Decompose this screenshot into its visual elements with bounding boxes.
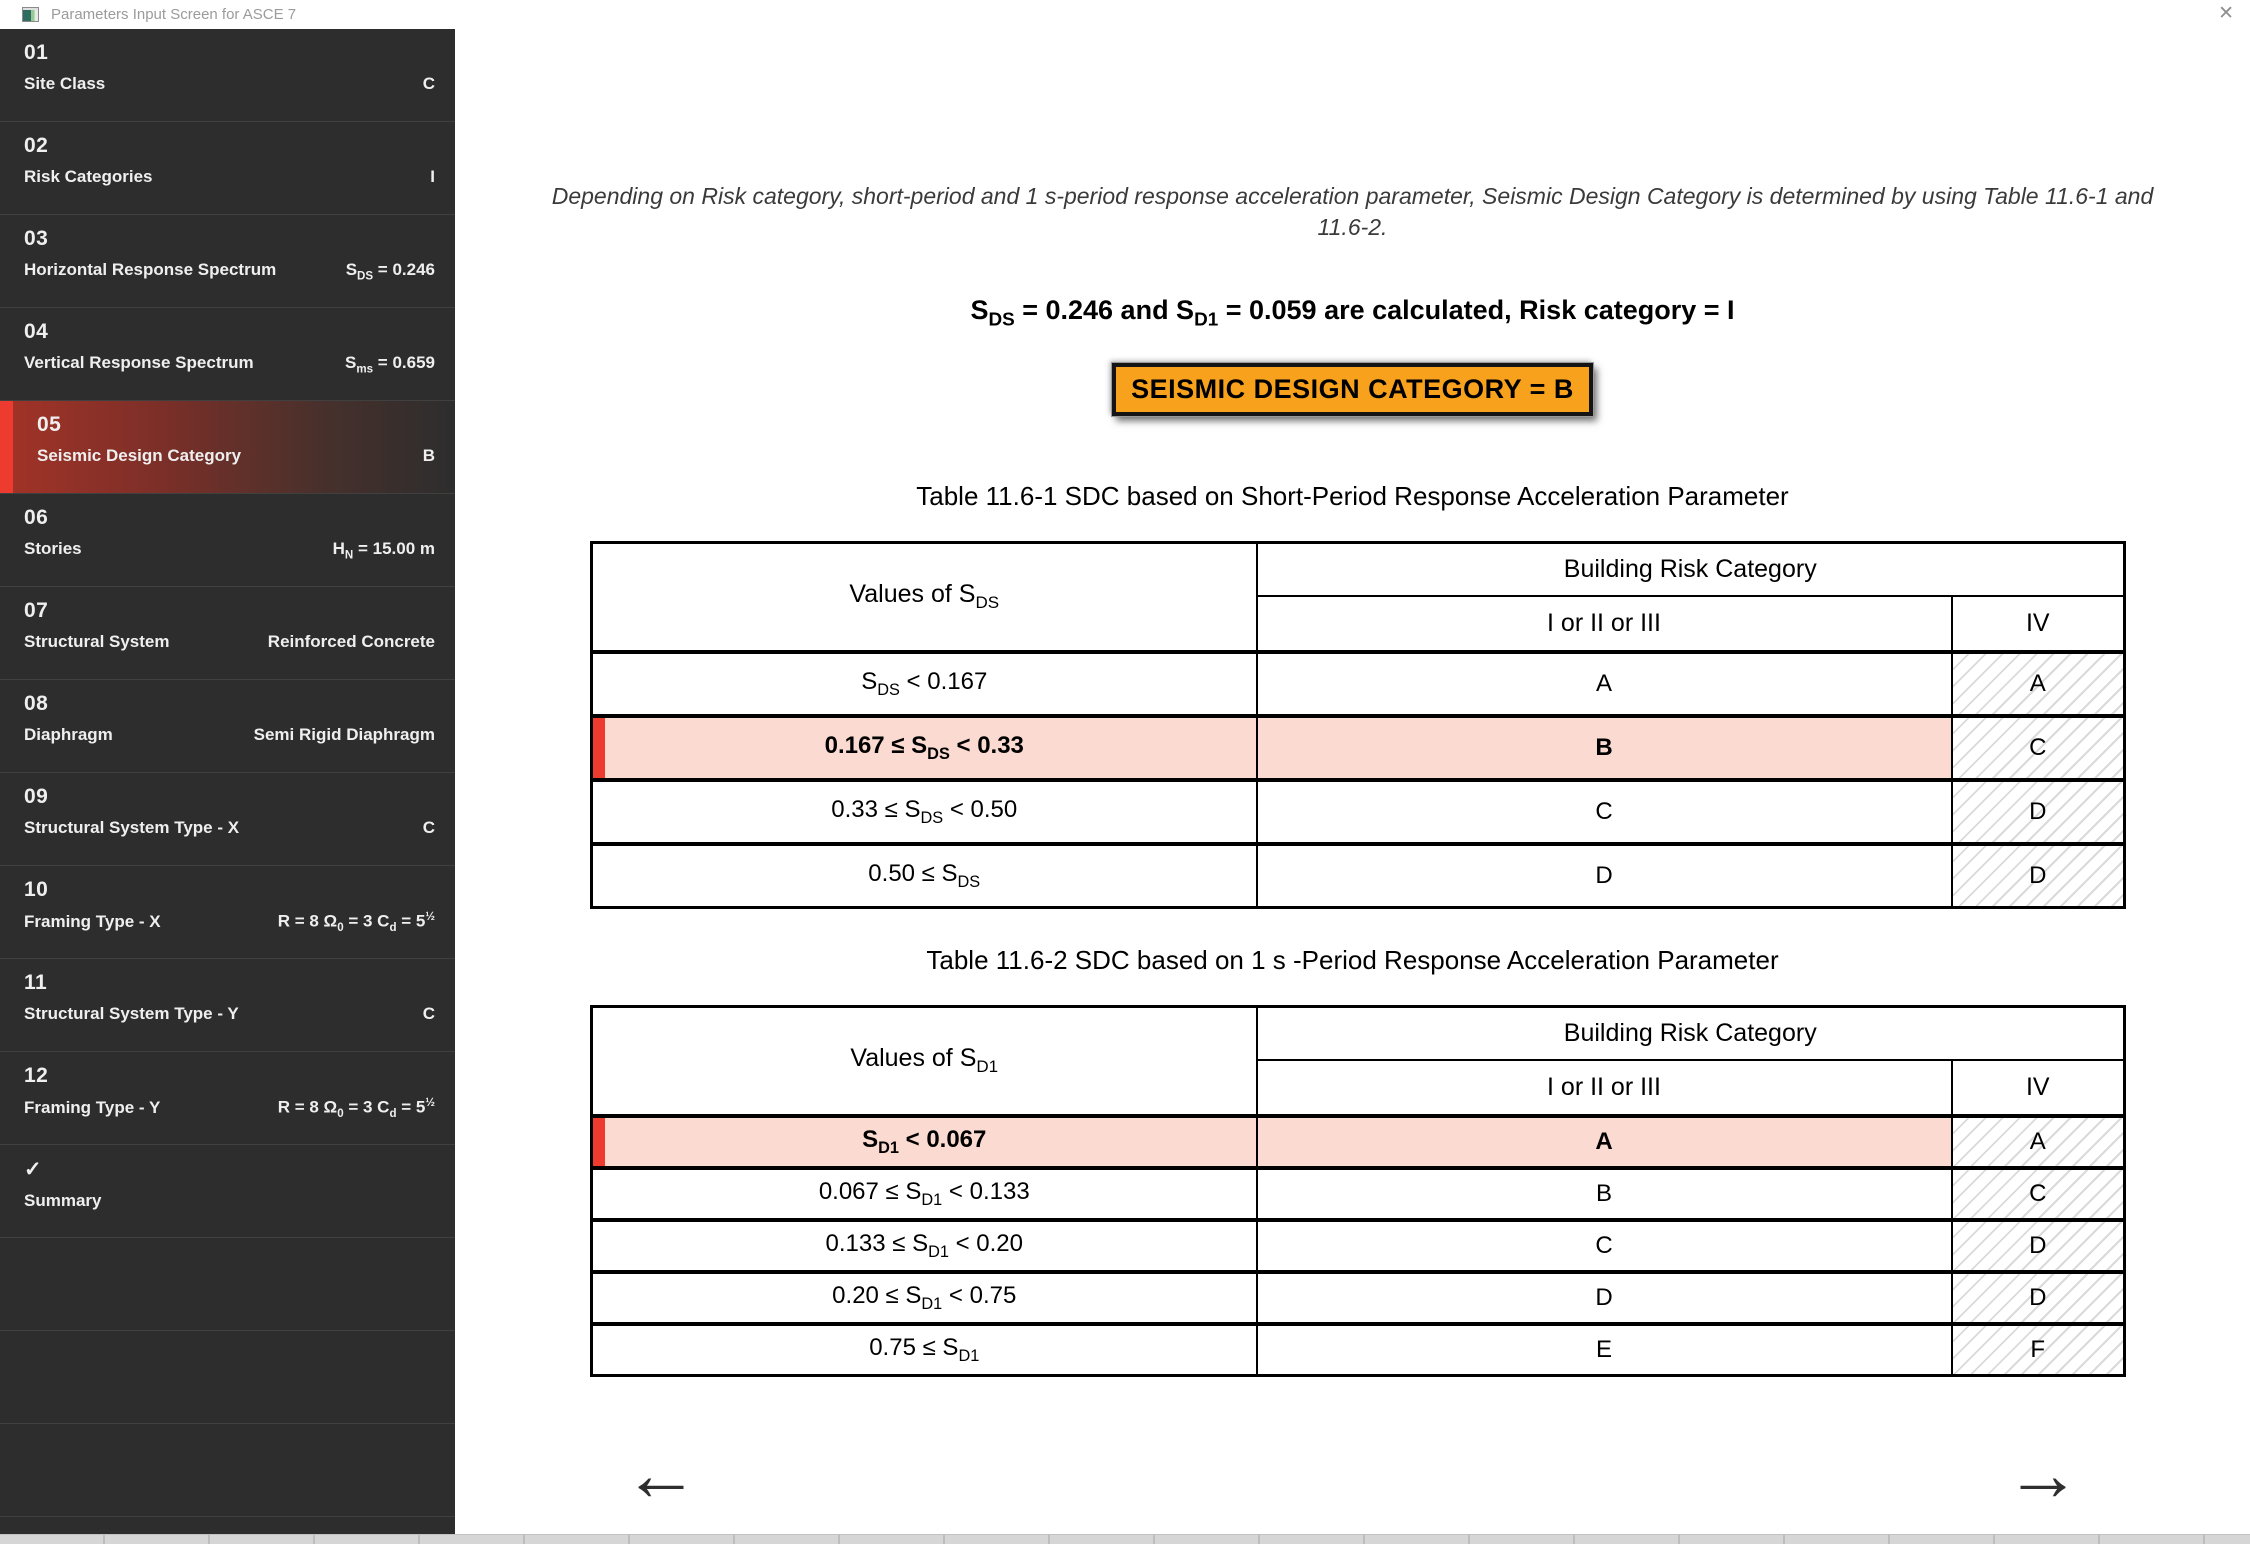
table-11-6-1: [590, 541, 2126, 909]
step-label: Structural System: [24, 632, 170, 651]
category-cell: B: [1257, 716, 1952, 780]
category-cell: C: [1257, 1220, 1952, 1272]
sidebar-item-summary[interactable]: [0, 1145, 455, 1238]
intro-text-wrap: [455, 181, 2250, 242]
step-number: 02: [24, 134, 49, 157]
sidebar-item-risk-categories[interactable]: [0, 122, 455, 215]
risk-cat-4-header: IV: [1952, 596, 2125, 652]
sds-range-cell: $0.50 \le S_{DS}$: [592, 844, 1257, 908]
sidebar-item-framing-type-x[interactable]: [0, 866, 455, 959]
category-cell: B: [1257, 1168, 1952, 1220]
step-number: 10: [24, 878, 49, 901]
category-cell: D: [1257, 1272, 1952, 1324]
step-label: Site Class: [24, 74, 106, 93]
building-risk-category-header: Building Risk Category: [1257, 543, 2125, 596]
steps-sidebar: [0, 29, 455, 1534]
sdc-result-banner: SEISMIC DESIGN CATEGORY = B: [1112, 363, 1593, 416]
category-iv-cell-hatched: D: [1952, 780, 2125, 844]
next-arrow-button[interactable]: →: [2005, 1432, 2081, 1517]
step-label: Structural System Type - X: [24, 818, 240, 837]
sd1-range-cell: $0.067 \le S_{D1} < 0.133$: [592, 1168, 1257, 1220]
step-value: R = 8 $\Omega_0 = 3$ $C_d = 5^{\frac{1}{2}}$: [277, 911, 435, 935]
step-number: 08: [24, 692, 49, 715]
step-number: 03: [24, 227, 49, 250]
category-iv-cell-hatched: D: [1952, 1220, 2125, 1272]
category-cell: C: [1257, 780, 1952, 844]
step-value: B: [422, 446, 435, 465]
sidebar-item-structural-system[interactable]: [0, 587, 455, 680]
sds-range-cell: $0.33 \le S_{DS} < 0.50$: [592, 780, 1257, 844]
table-11-6-2-title: Table 11.6-2 SDC based on 1 s -Period Response Acceleration Parameter: [926, 945, 1779, 975]
sidebar-item-stories[interactable]: [0, 494, 455, 587]
table-row: [592, 1272, 2125, 1324]
step-value: R = 8 $\Omega_0 = 3$ $C_d = 5^{\frac{1}{2}}$: [277, 1097, 435, 1121]
step-value: C: [422, 818, 435, 837]
category-iv-cell-hatched: A: [1952, 652, 2125, 716]
sd1-range-cell: $0.20 \le S_{D1} < 0.75$: [592, 1272, 1257, 1324]
sidebar-item-horizontal-response-spectrum[interactable]: [0, 215, 455, 308]
category-iv-cell-hatched: D: [1952, 844, 2125, 908]
sd1-range-cell: $0.75 \le S_{D1}$: [592, 1324, 1257, 1376]
sidebar-item-vertical-response-spectrum[interactable]: [0, 308, 455, 401]
step-label: Seismic Design Category: [37, 446, 242, 465]
sidebar-item-structural-system-type-x[interactable]: [0, 773, 455, 866]
close-icon[interactable]: ✕: [2218, 3, 2234, 24]
sidebar-empty-row: [0, 1424, 455, 1517]
sidebar-item-seismic-design-category[interactable]: [0, 401, 455, 494]
step-number: 09: [24, 785, 49, 808]
app-window-icon: [22, 7, 39, 22]
table-11-6-1-title: Table 11.6-1 SDC based on Short-Period Response Acceleration Parameter: [916, 481, 1789, 511]
sidebar-empty-row: [0, 1238, 455, 1331]
main-panel: [455, 29, 2250, 1534]
sdc-banner-wrap: [455, 363, 2250, 416]
horizontal-scrollbar[interactable]: [0, 1534, 2250, 1544]
step-label: Summary: [24, 1191, 102, 1210]
step-value: $H_N = 15.00$ m: [332, 539, 435, 562]
risk-cat-1-2-3-header: I or II or III: [1257, 596, 1952, 652]
step-value: $S_{DS} = 0.246$: [345, 260, 435, 283]
summary-check-icon: ✓: [24, 1158, 43, 1181]
category-iv-cell-hatched: C: [1952, 1168, 2125, 1220]
category-cell: A: [1257, 652, 1952, 716]
table-row: [592, 780, 2125, 844]
step-label: Framing Type - Y: [24, 1097, 161, 1117]
step-label: Horizontal Response Spectrum: [24, 260, 277, 279]
sd1-range-cell: $0.133 \le S_{D1} < 0.20$: [592, 1220, 1257, 1272]
category-iv-cell-hatched: F: [1952, 1324, 2125, 1376]
sidebar-empty-row: [0, 1331, 455, 1424]
table-row: [592, 1168, 2125, 1220]
table-row: [592, 652, 2125, 716]
step-label: Structural System Type - Y: [24, 1004, 239, 1023]
sidebar-item-diaphragm[interactable]: [0, 680, 455, 773]
building-risk-category-header: Building Risk Category: [1257, 1007, 2125, 1060]
table-row: [592, 1220, 2125, 1272]
category-iv-cell-hatched: C: [1952, 716, 2125, 780]
category-cell: A: [1257, 1116, 1952, 1168]
category-iv-cell-hatched: A: [1952, 1116, 2125, 1168]
table-row: [592, 1324, 2125, 1376]
step-value: C: [422, 74, 435, 93]
title-bar: [0, 0, 2250, 29]
step-label: Diaphragm: [24, 725, 113, 744]
step-number: 11: [24, 971, 48, 994]
table-row-highlighted: [592, 716, 2125, 780]
step-value: $S_{ms} = 0.659$: [345, 353, 435, 376]
step-number: 05: [37, 413, 62, 436]
table-row-highlighted: [592, 1116, 2125, 1168]
table-11-6-2: [590, 1005, 2126, 1377]
calculated-values-line: $S_{DS} = 0.246$ and $S_{D1} = 0.059$ are calculated, Risk category = I: [970, 295, 1735, 331]
values-column-header: Values of $S_{D1}$: [592, 1007, 1257, 1116]
step-number: 04: [24, 320, 49, 343]
intro-text: Depending on Risk category, short-period and 1 s-period response acceleration parameter, Seismic Design Category is determined by using Table 11.6-1 and 11.6-2.: [551, 183, 2154, 240]
risk-cat-1-2-3-header: I or II or III: [1257, 1060, 1952, 1116]
step-number: 07: [24, 599, 49, 622]
step-label: Framing Type - X: [24, 911, 161, 931]
step-value: C: [422, 1004, 435, 1023]
step-label: Risk Categories: [24, 167, 153, 186]
step-value: I: [430, 167, 435, 186]
sidebar-item-site-class[interactable]: [0, 29, 455, 122]
sds-range-cell: $0.167 \le S_{DS} < 0.33$: [592, 716, 1257, 780]
back-arrow-button[interactable]: ←: [623, 1432, 699, 1517]
step-number: 01: [24, 41, 49, 64]
category-iv-cell-hatched: D: [1952, 1272, 2125, 1324]
sidebar-item-framing-type-y[interactable]: [0, 1052, 455, 1145]
step-label: Vertical Response Spectrum: [24, 353, 254, 372]
values-column-header: Values of $S_{DS}$: [592, 543, 1257, 652]
category-cell: D: [1257, 844, 1952, 908]
sd1-range-cell: $S_{D1} < 0.067$: [592, 1116, 1257, 1168]
step-number: 06: [24, 506, 49, 529]
category-cell: E: [1257, 1324, 1952, 1376]
step-value: Reinforced Concrete: [267, 632, 435, 651]
step-label: Stories: [24, 539, 82, 558]
step-value: Semi Rigid Diaphragm: [253, 725, 435, 744]
sds-range-cell: $S_{DS} < 0.167$: [592, 652, 1257, 716]
risk-cat-4-header: IV: [1952, 1060, 2125, 1116]
window-title: Parameters Input Screen for ASCE 7: [51, 6, 297, 23]
table-row: [592, 844, 2125, 908]
step-number: 12: [24, 1064, 49, 1087]
sidebar-item-structural-system-type-y[interactable]: [0, 959, 455, 1052]
